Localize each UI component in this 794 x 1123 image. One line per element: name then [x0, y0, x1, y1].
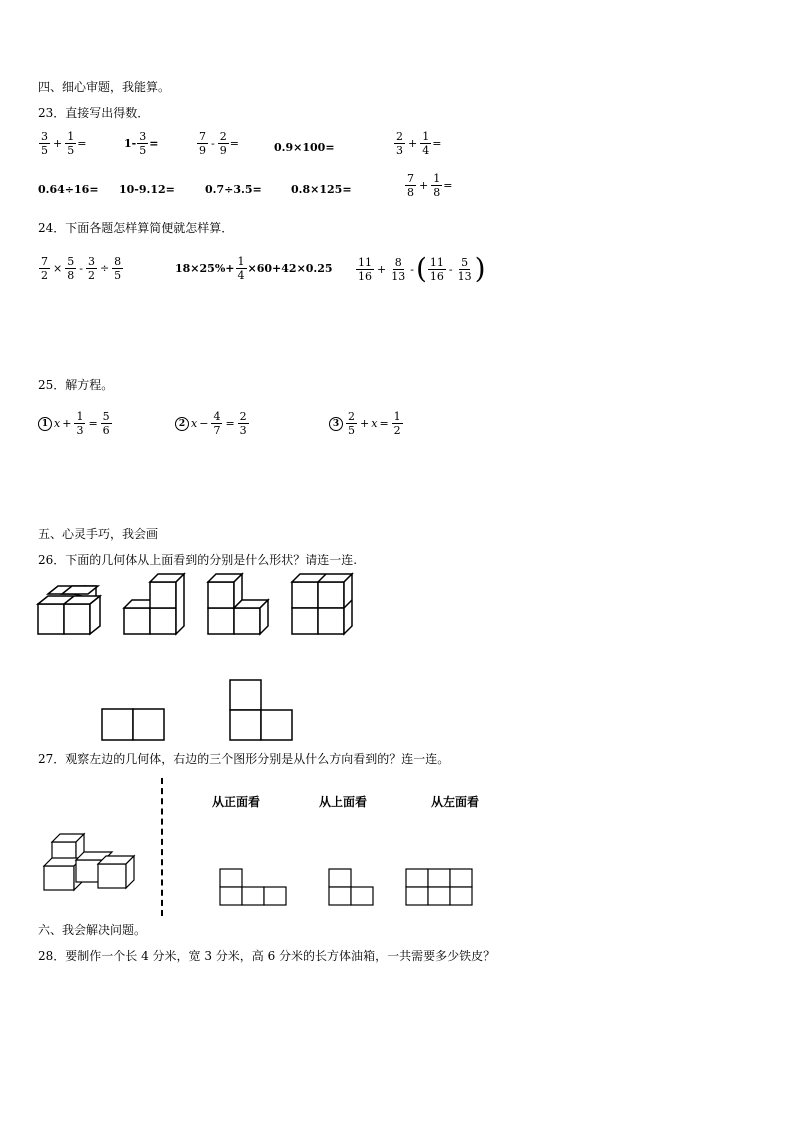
view-shape-2-icon [329, 869, 373, 905]
calc-6: 0.64÷16= [38, 183, 99, 196]
q27-solid-icon [40, 826, 145, 896]
top-view-shapes [100, 678, 300, 744]
q27-views [218, 866, 478, 908]
question-27: 27．观察左边的几何体，右边的三个图形分别是从什么方向看到的？连一连。 [38, 752, 450, 766]
calc-10: $\frac{7}{8}$ + $\frac{1}{8}$ = [407, 172, 453, 199]
equation-3: 3 $\frac{2}{5}$ + x = $\frac{1}{2}$ [329, 410, 404, 437]
view-shape-3-icon [406, 869, 472, 905]
question-28: 28．要制作一个长 4 分米，宽 3 分米，高 6 分米的长方体油箱，一共需要多少铁皮？ [38, 949, 496, 963]
left-paren-icon: ( [415, 252, 427, 285]
calc-4: 0.9×100= [274, 141, 335, 154]
section-4-title: 四、细心审题，我能算。 [38, 80, 171, 94]
question-25: 25．解方程。 [38, 378, 114, 392]
solid-3-icon [208, 574, 268, 634]
top-view-2-icon [230, 680, 292, 740]
question-26: 26．下面的几何体从上面看到的分别是什么形状？请连一连. [38, 553, 358, 567]
calc-5: $\frac{2}{3}$ + $\frac{1}{4}$ = [396, 130, 442, 157]
calc-8: 0.7÷3.5= [205, 183, 262, 196]
simplify-expr-2: 18×25%+ $\frac{1}{4}$ ×60+42×0.25 [175, 255, 333, 282]
simplify-expr-1: $\frac{7}{2}$ × $\frac{5}{8}$ - $\frac{3}{2}$ ÷ $\frac{8}{5}$ [41, 255, 122, 282]
view-label-left: 从左面看 [431, 795, 480, 809]
section-5-title: 五、心灵手巧，我会画 [38, 527, 159, 541]
calc-7: 10-9.12= [119, 183, 175, 196]
view-shape-1-icon [220, 869, 286, 905]
section-6-title: 六、我会解决问题。 [38, 923, 147, 937]
calc-3: $\frac{7}{9}$ - $\frac{2}{9}$ = [199, 130, 239, 157]
simplify-expr-3: $\frac{11}{16}$ + $\frac{8}{13}$ - ( $\frac{11}{16}$ - $\frac{5}{13}$ ) [358, 252, 486, 285]
solid-1-icon [38, 586, 100, 634]
equation-2: 2 x − $\frac{4}{7}$ = $\frac{2}{3}$ [175, 410, 250, 437]
calc-1: $\frac{3}{5}$ + $\frac{1}{5}$ = [41, 130, 87, 157]
right-paren-icon: ) [474, 252, 486, 285]
top-view-1-icon [102, 709, 164, 740]
question-23: 23．直接写出得数． [38, 106, 150, 120]
solid-4-icon [292, 574, 352, 634]
calc-2: 1- $\frac{3}{5}$ = [124, 130, 159, 157]
calc-9: 0.8×125= [291, 183, 352, 196]
cube-solids-figure [36, 570, 366, 640]
divider-dashed [161, 778, 163, 916]
equation-1: 1 x + $\frac{1}{3}$ = $\frac{5}{6}$ [38, 410, 113, 437]
question-24: 24．下面各题怎样算简便就怎样算． [38, 221, 234, 235]
solid-2-icon [124, 574, 184, 634]
view-label-front: 从正面看 [212, 795, 261, 809]
view-label-top: 从上面看 [319, 795, 368, 809]
